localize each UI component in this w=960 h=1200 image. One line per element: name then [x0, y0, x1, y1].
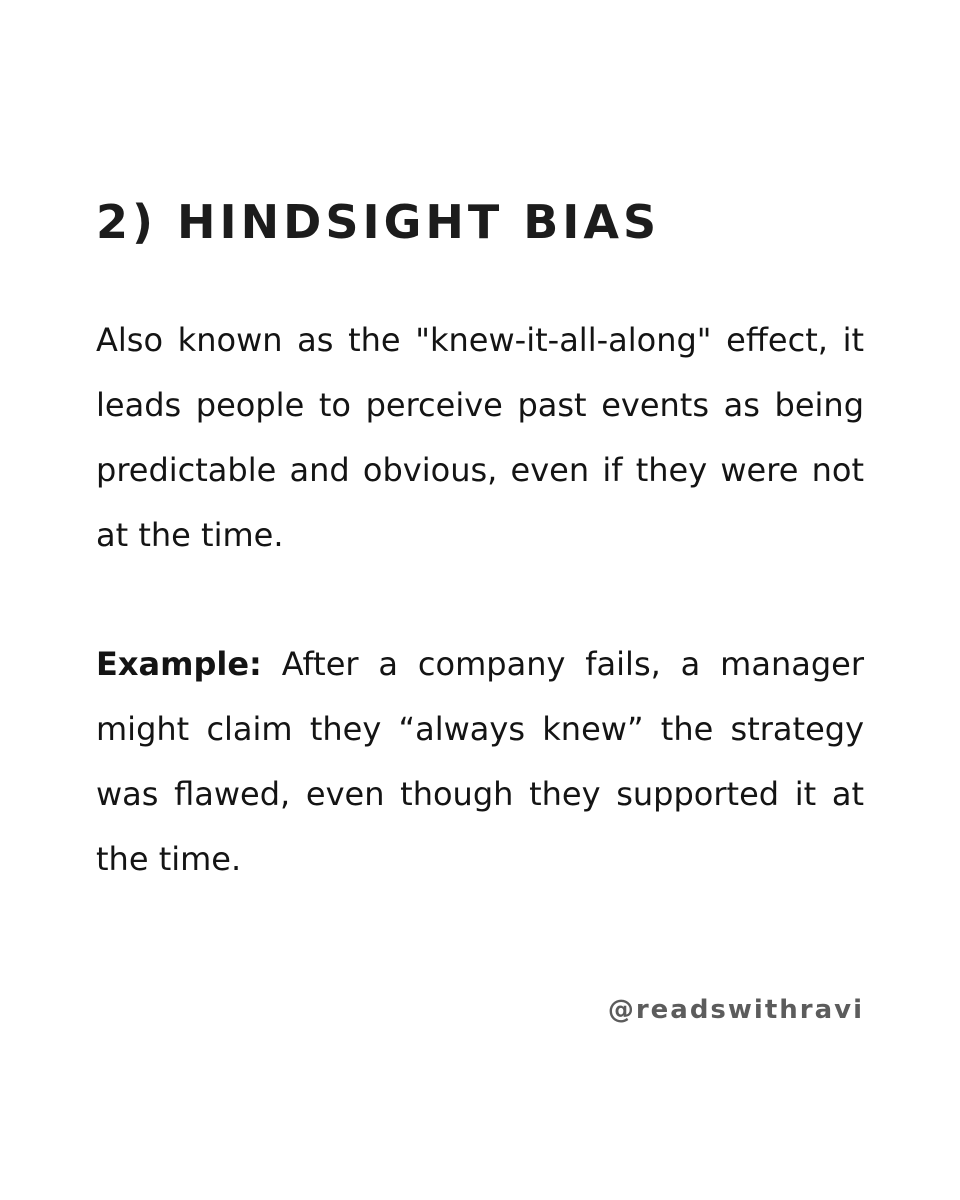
author-handle: @readswithravi [607, 995, 864, 1025]
definition-paragraph: Also known as the "knew-it-all-along" effect, it leads people to perceive past events as being predictable and obvious, even if they were not at the time. [96, 321, 864, 554]
example-label: Example: [96, 645, 262, 683]
example-text: After a company fails, a manager might claim they “always knew” the strategy was flawed, even though they supported it at the time. [96, 645, 865, 878]
page-title: 2) HINDSIGHT BIAS [96, 195, 661, 249]
example-paragraph [96, 632, 864, 892]
